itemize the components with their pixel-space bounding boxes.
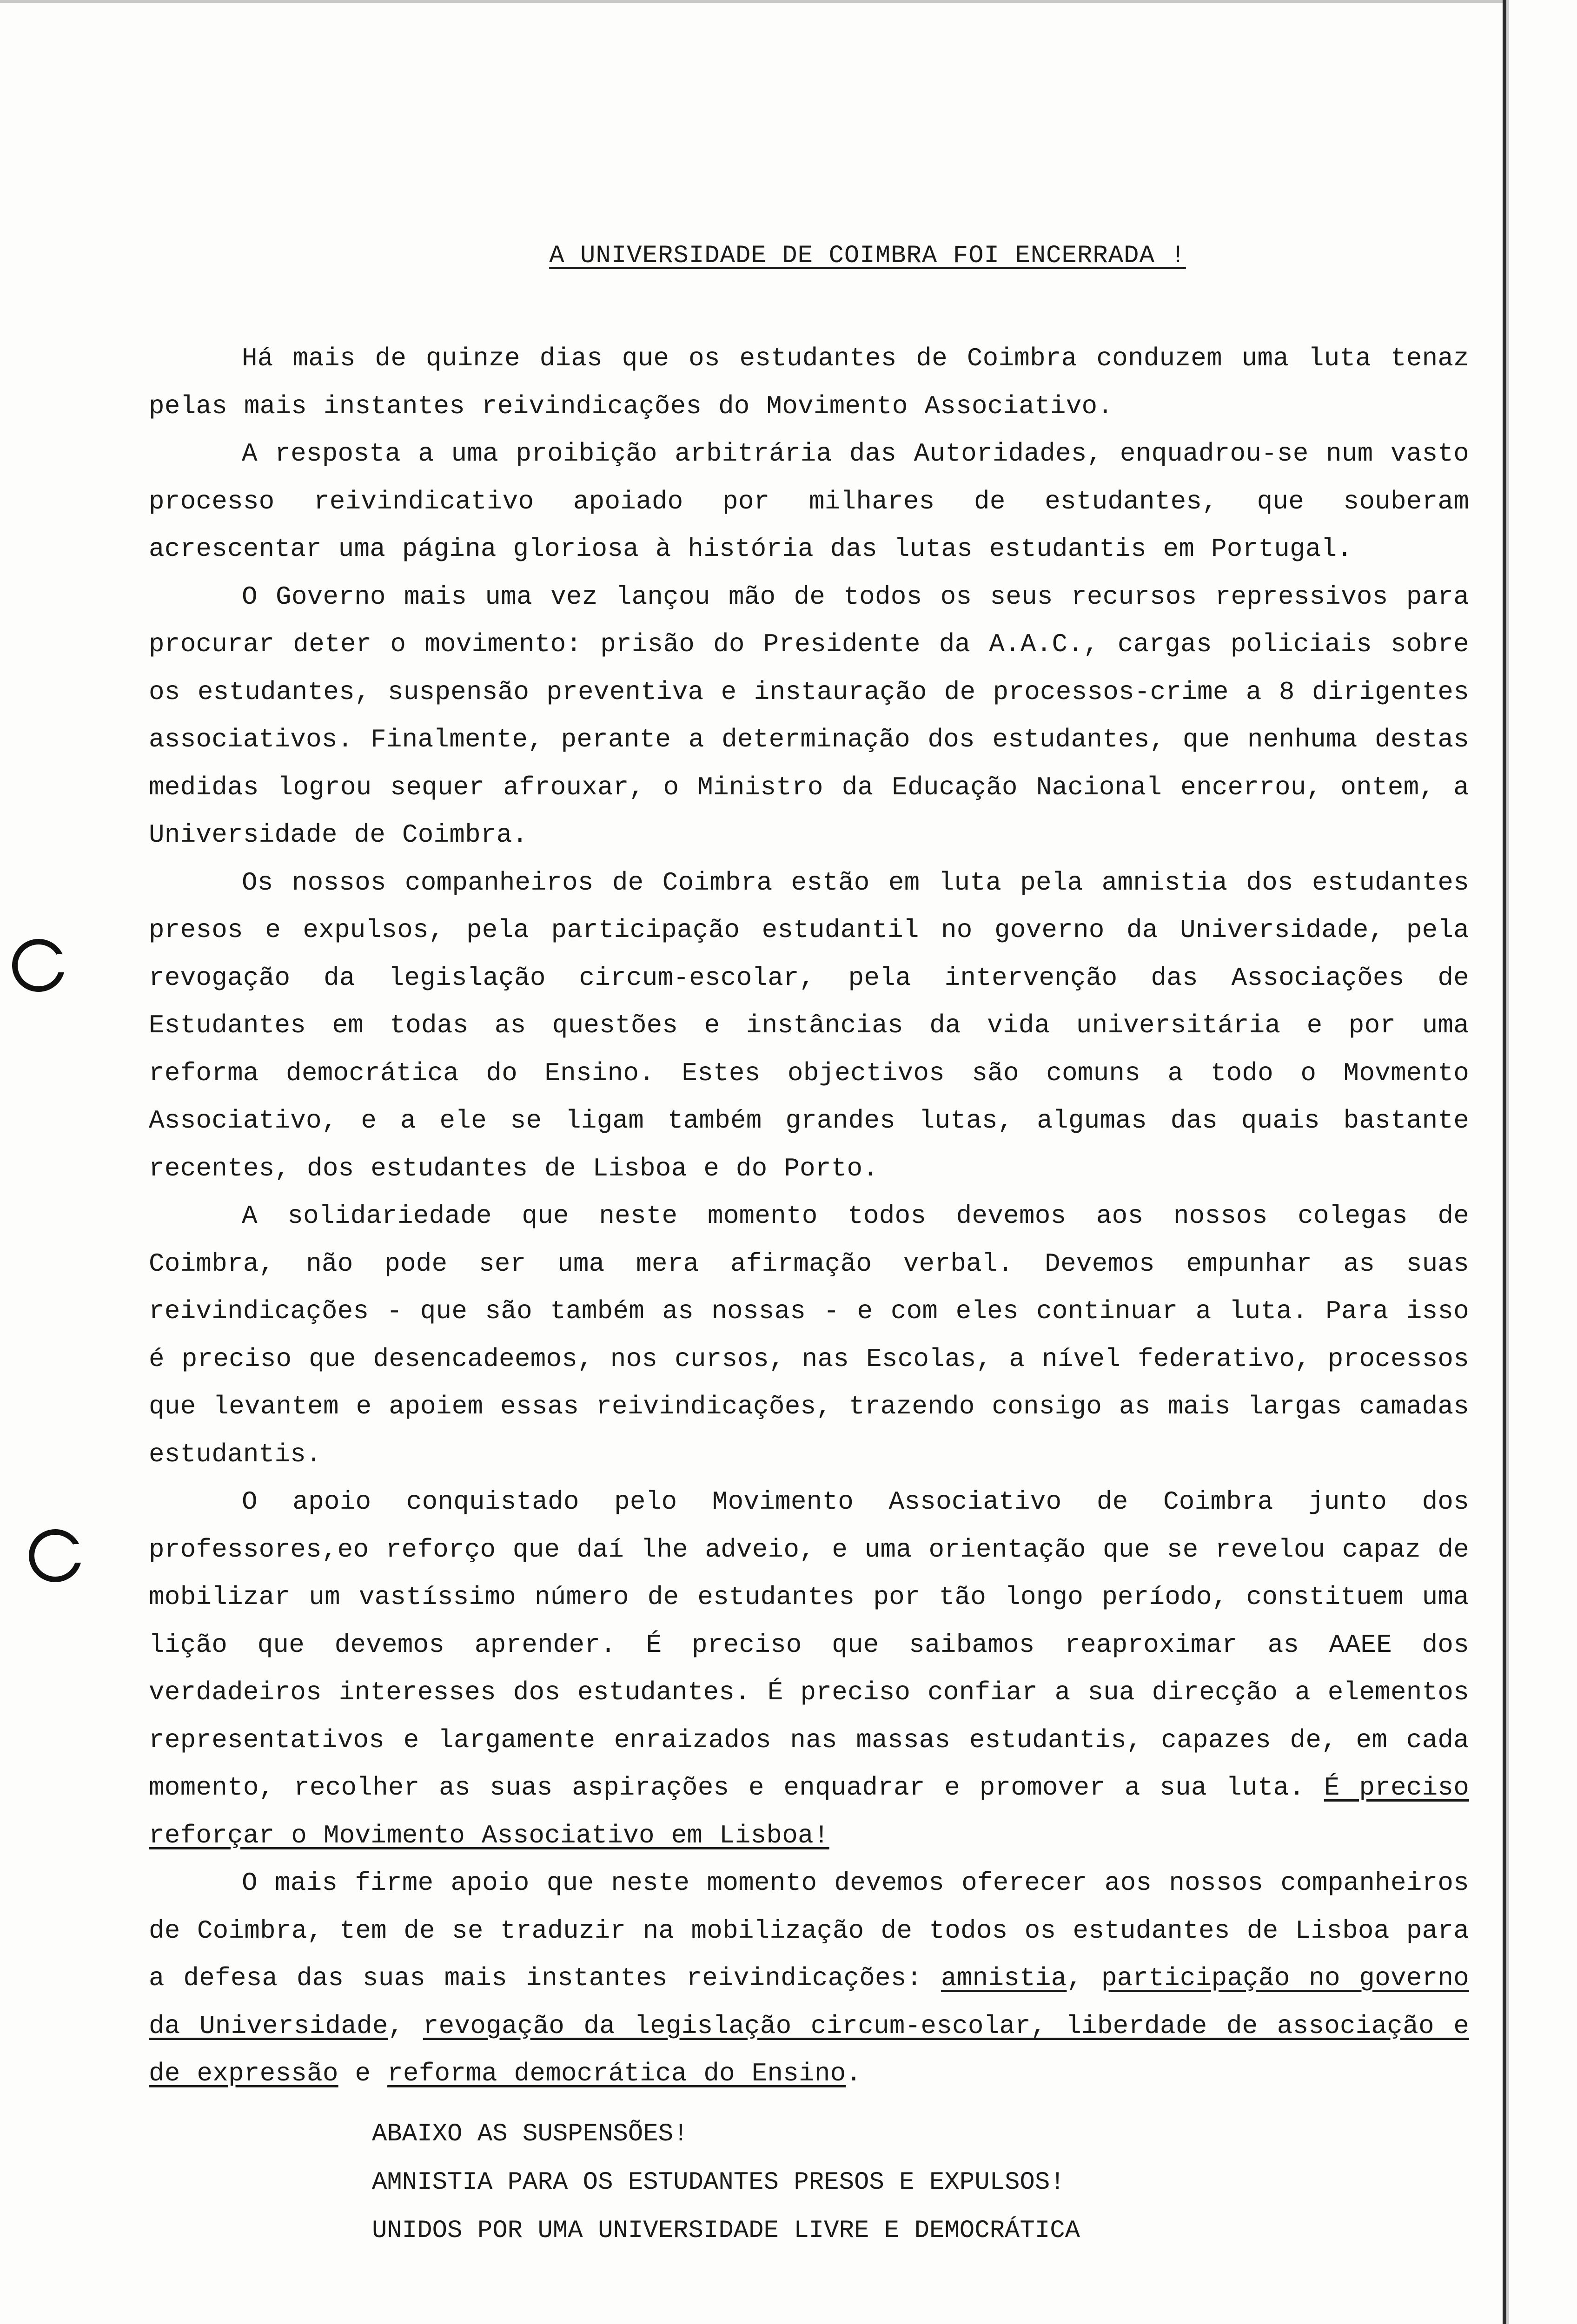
paragraph-text: e	[338, 2059, 388, 2088]
page-edge-right	[1503, 0, 1506, 2324]
paragraph	[149, 430, 1469, 573]
paragraph-text: A solidariedade que neste momento todos devemos aos nossos colegas de Coimbra, não pode ser uma mera afirmação verbal. Devemos empunhar as suas reivindicações - que são também as nossas - e com eles continuar a luta. Para isso é preciso que desencadeemos, nos cursos, nas Escolas, a nível federativo, processos que levantem e apoiem essas reivindicações, trazendo consigo as mais largas camadas estudantis.	[149, 1201, 1469, 1469]
page-edge-top	[0, 0, 1503, 3]
paragraph-text: Há mais de quinze dias que os estudantes de Coimbra conduzem uma luta tenaz pelas mais instantes reivindicações do Movimento Associativo.	[149, 343, 1469, 421]
underlined-text: participação no governo da Universidade	[149, 1963, 1469, 2041]
slogans-block	[372, 2110, 1080, 2255]
page-edge-right-shadow	[1506, 0, 1509, 2324]
underlined-text: revogação da legislação circum-escolar, liberdade de associação e de expressão	[149, 2011, 1469, 2088]
paragraph	[149, 1192, 1469, 1478]
slogan-line: AMNISTIA PARA OS ESTUDANTES PRESOS E EXPULSOS!	[372, 2168, 1065, 2197]
underlined-text: amnistia	[941, 1963, 1067, 1993]
paragraph-text: O apoio conquistado pelo Movimento Associativo de Coimbra junto dos professores,eo reforço que daí lhe adveio, e uma orientação que se revelou capaz de mobilizar um vastíssimo número de estudantes por tão longo período, constituem uma lição que devemos aprender. É preciso que saibamos reaproximar as AAEE dos verdadeiros interesses dos estudantes. É preciso confiar a sua direcção a elementos representativos e largamente enraizados nas massas estudantis, capazes de, em cada momento, recolher as suas aspirações e enquadrar e promover a sua luta.	[149, 1487, 1469, 1802]
paragraph	[149, 1859, 1469, 2098]
paragraph-text: O mais firme apoio que neste momento devemos oferecer aos nossos companheiros de Coimbra, tem de se traduzir na mobilização de todos os estudantes de Lisboa para a defesa das suas mais instantes reivindicações:	[149, 1868, 1469, 1993]
paragraph	[149, 335, 1469, 430]
paragraph-text: .	[846, 2059, 862, 2088]
slogan-line: UNIDOS POR UMA UNIVERSIDADE LIVRE E DEMOCRÁTICA	[372, 2217, 1080, 2245]
paragraph	[149, 859, 1469, 1193]
paragraph-text: A resposta a uma proibição arbitrária das Autoridades, enquadrou-se num vasto processo reivindicativo apoiado por milhares de estudantes, que souberam acrescentar uma página gloriosa à história das lutas estudantis em Portugal.	[149, 439, 1469, 564]
underlined-text: reforma democrática do Ensino	[387, 2059, 846, 2088]
slogan-line: ABAIXO AS SUSPENSÕES!	[372, 2120, 689, 2148]
paragraph	[149, 1478, 1469, 1859]
paragraph-text: Os nossos companheiros de Coimbra estão em luta pela amnistia dos estudantes presos e expulsos, pela participação estudantil no governo da Universidade, pela revogação da legislação circum-escolar, pela intervenção das Associações de Estudantes em todas as questões e instâncias da vida universitária e por uma reforma democrática do Ensino. Estes objectivos são comuns a todo o Movmento Associativo, e a ele se ligam também grandes lutas, algumas das quais bastante recentes, dos estudantes de Lisboa e do Porto.	[149, 867, 1469, 1183]
document-title: A UNIVERSIDADE DE COIMBRA FOI ENCERRADA !	[549, 242, 1186, 270]
paragraph	[149, 573, 1469, 859]
paragraph-text: ,	[388, 2011, 423, 2041]
document-body	[149, 335, 1469, 2098]
punch-hole-icon	[12, 939, 65, 992]
paragraph-text: O Governo mais uma vez lançou mão de todos os seus recursos repressivos para procurar deter o movimento: prisão do Presidente da A.A.C., cargas policiais sobre os estudantes, suspensão preventiva e instauração de processos-crime a 8 dirigentes associativos. Finalmente, perante a determinação dos estudantes, que nenhuma destas medidas logrou sequer afrouxar, o Ministro da Educação Nacional encerrou, ontem, a Universidade de Coimbra.	[149, 581, 1469, 850]
punch-hole-icon	[29, 1529, 82, 1582]
underlined-text: É preciso reforçar o Movimento Associativo em Lisboa!	[149, 1773, 1469, 1850]
paragraph-text: ,	[1067, 1963, 1101, 1993]
